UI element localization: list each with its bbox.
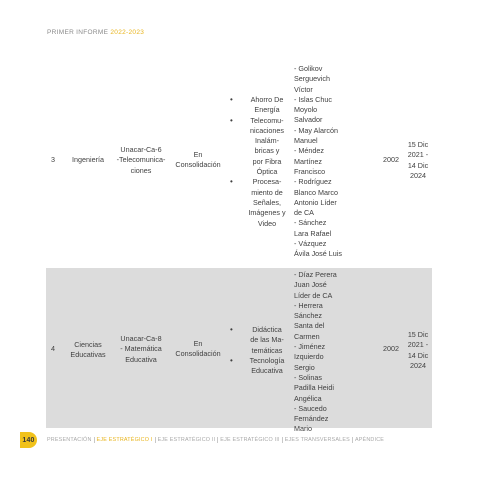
table-row [46,268,432,434]
footer-link-eje-2[interactable]: EJE ESTRATÉGICO II [156,437,219,443]
footer-nav [20,432,460,448]
row-area: Ciencias Educativas [70,340,106,360]
row-year: 2002 [383,155,399,164]
page-number: 140 [20,432,37,448]
row-key: Unacar-Ca-8 - Matemática Educativa [120,334,162,364]
bullet-icon: • [230,325,233,334]
row-number: 4 [51,344,55,353]
row-research-lines [230,325,290,376]
row-validity: 15 Dic 2021 - 14 Dic 2024 [407,330,429,370]
row-status: En Consolidación [175,339,221,359]
row-members: - Golikov Serguevich Víctor - Islas Chuc Moyolo Salvador - May Alarcón Manuel - Méndez Martínez Francisco - Rodríguez Blanco Marco Antonio Líder de CA - Sánchez Lara Rafael - Vázquez Ávila José Luis [294,64,342,259]
row-members: - Díaz Perera Juan José Líder de CA - Herrera Sánchez Santa del Carmen - Jiménez Izquierdo Sergio - Solinas Padilla Heidi Angélica - Saucedo Fernández Mario [294,270,337,434]
footer-link-ejes-transversales[interactable]: EJES TRANSVERSALES [283,437,353,443]
row-year: 2002 [383,344,399,353]
row-research-lines [230,95,290,229]
row-status: En Consolidación [175,150,221,170]
footer-link-eje-3[interactable]: EJE ESTRATÉGICO III [218,437,282,443]
report-title: PRIMER INFORME [47,29,109,36]
list-item: • Tecnología Educativa [230,355,285,376]
bullet-icon: • [230,177,233,187]
list-item: • Ahorro De Energía [230,95,284,115]
list-item: • Telecomu- nicaciones Inalám- bricas y por Fibra Óptica [230,115,284,177]
footer-link-eje-1[interactable]: EJE ESTRATÉGICO I [95,437,156,443]
report-header [47,29,144,36]
table-row [46,62,432,259]
row-key: Unacar-Ca-6 -Telecomunica- ciones [116,145,166,175]
bullet-icon: • [230,355,233,365]
row-validity: 15 Dic 2021 - 14 Dic 2024 [407,140,429,180]
footer-link-apendice[interactable]: APÉNDICE [354,437,385,443]
row-area: Ingeniería [72,155,104,164]
list-item: • Didáctica de las Ma- temáticas [230,325,284,355]
bullet-icon: • [230,95,233,104]
row-number: 3 [51,155,55,164]
list-item: • Procesa- miento de Señales, Imágenes y Video [230,177,286,228]
report-year: 2022-2023 [110,29,145,36]
bullet-icon: • [230,115,233,125]
footer-link-presentacion[interactable]: PRESENTACIÓN [45,437,95,443]
